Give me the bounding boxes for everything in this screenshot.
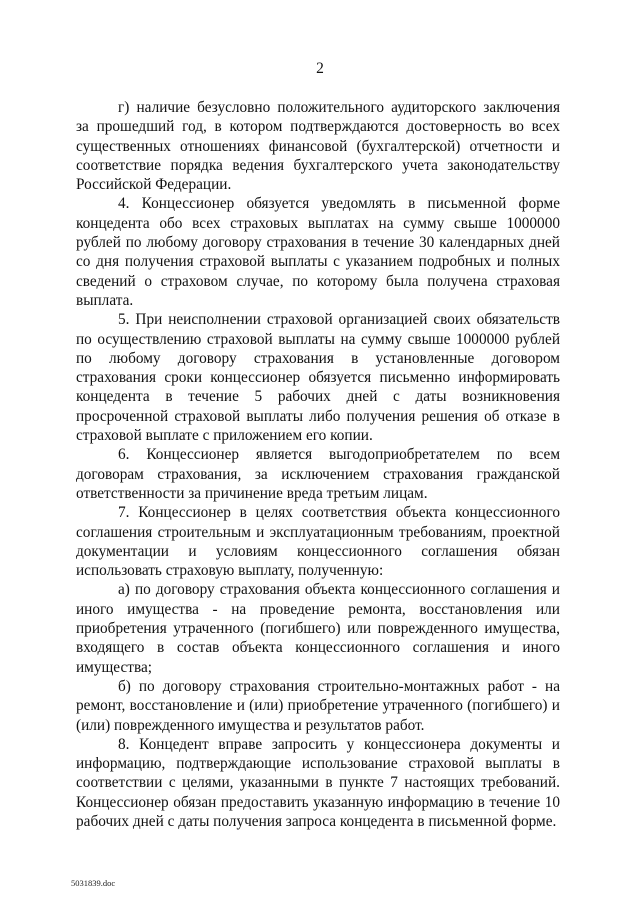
document-file-code: 5031839.doc [71,878,116,888]
document-body [76,98,560,831]
paragraph-7-use-of-payment: 7. Концессионер в целях соответствия объекта концессионного соглашения строительным и эксплуатационным требованиям, проектной документации и условиям концессионного соглашения обязан использовать страховую выплату, полученную: [76,504,560,580]
paragraph-7a-property-insurance: а) по договору страхования объекта концессионного соглашения и иного имущества - на проведение ремонта, восстановления или приобретения утраченного (погибшего) или поврежденного имущества, входящего в состав объекта концессионного соглашения и иного имущества; [76,581,560,676]
paragraph-4-notification: 4. Концессионер обязуется уведомлять в письменной форме концедента обо всех страховых выплатах на сумму свыше 1000000 рублей по любому договору страхования в течение 30 календарных дней со дня получения страховой выплаты с указанием подробных и полных сведений о страховом случае, по которому была получена страховая выплата. [76,195,560,309]
paragraph-g-audit-conclusion: г) наличие безусловно положительного аудиторского заключения за прошедший год, в котором подтверждаются достоверность во всех существенных отношениях финансовой (бухгалтерской) отчетности и соответствие порядка ведения бухгалтерского учета законодательству Российской Федерации. [76,99,560,194]
paragraph-5-nonperformance: 5. При неисполнении страховой организацией своих обязательств по осуществлению страховой выплаты на сумму свыше 1000000 рублей по любому договору страхования в установленные договором страхования сроки концессионер обязуется письменно информировать концедента в течение 5 рабочих дней с даты возникновения просроченной страховой выплаты либо получения решения об отказе в страховой выплате с приложением его копии. [76,311,560,445]
paragraph-7b-construction-insurance: б) по договору страхования строительно-монтажных работ - на ремонт, восстановление и (или) приобретение утраченного (погибшего) и (или) поврежденного имущества и результатов работ. [76,677,560,734]
paragraph-6-beneficiary: 6. Концессионер является выгодоприобретателем по всем договорам страхования, за исключением страхования гражданской ответственности за причинение вреда третьим лицам. [76,446,560,502]
paragraph-8-request-documents: 8. Концедент вправе запросить у концессионера документы и информацию, подтверждающие использование страховой выплаты в соответствии с целями, указанными в пункте 7 настоящих требований. Концессионер обязан предоставить указанную информацию в течение 10 рабочих дней с даты получения запроса концедента в письменной форме. [76,735,560,830]
page-number: 2 [316,60,324,77]
